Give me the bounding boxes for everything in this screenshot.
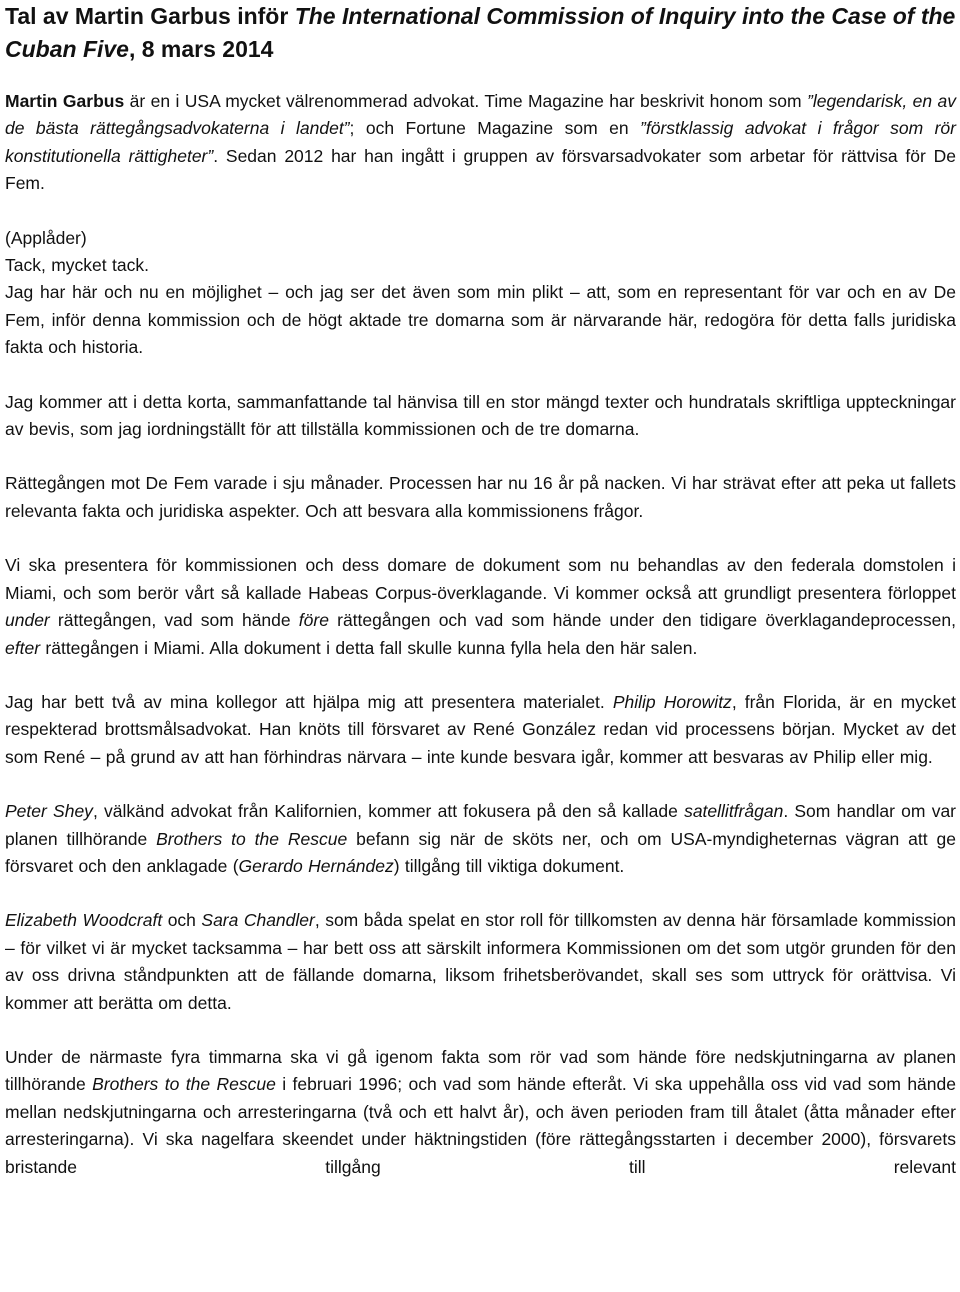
paragraph-4 xyxy=(5,552,956,662)
title-italic: The International Commission of Inquiry into the Case of the Cuban Five xyxy=(5,3,956,62)
p8-text-b: i februari 1996; och vad som hände efteråt. Vi ska uppehålla oss vid vad som hände mellan nedskjutningarna och arresteringarna (två och ett halvt år), och även perioden fram till åtalet (åtta månader efter arresteringarna). Vi ska nagelfara skeendet under häktningstiden (före rättegångsstarten i december 2000), försvarets bristande tillgång till relevant xyxy=(5,1074,956,1177)
spacer xyxy=(5,443,956,470)
spacer xyxy=(5,198,956,225)
p4-italic-1: under xyxy=(5,610,50,631)
p4-text-b: rättegången, vad som hände xyxy=(49,610,299,631)
paragraph-8 xyxy=(5,1044,956,1181)
intro-text-3: . Sedan 2012 har han ingått i gruppen av försvarsadvokater som arbetar för rättvisa för De Fem. xyxy=(5,145,957,194)
p5-text-a: Jag har bett två av mina kollegor att hjälpa mig att presentera materialet. xyxy=(5,691,613,712)
intro-quote-2: ”förstklassig advokat i frågor som rör konstitutionella rättigheter” xyxy=(5,118,956,166)
spacer xyxy=(5,525,956,552)
spacer xyxy=(5,1017,956,1044)
p4-text-c: rättegången och vad som hände under den tidigare överklagandeprocessen, xyxy=(328,610,957,631)
p6-text-a: , välkänd advokat från Kalifornien, kommer att fokusera på den så kallade xyxy=(92,801,685,822)
intro-paragraph xyxy=(5,88,956,198)
document-title xyxy=(5,0,956,66)
p7-italic-1: Elizabeth Woodcraft xyxy=(5,910,163,931)
paragraph-7 xyxy=(5,907,956,1017)
title-tail: , 8 mars 2014 xyxy=(128,36,274,62)
spacer xyxy=(5,771,956,798)
intro-text-1: är en i USA mycket välrenommerad advokat. Time Magazine har beskrivit honom som xyxy=(124,91,807,111)
p6-text-b: . Som handlar om var planen tillhörande xyxy=(5,801,957,849)
paragraph-6 xyxy=(5,798,956,880)
intro-text-2: ; och Fortune Magazine som en xyxy=(349,118,641,139)
p4-text-d: rättegången i Miami. Alla dokument i detta fall skulle kunna fylla hela den här salen. xyxy=(40,637,698,658)
p6-italic-2: satellitfrågan xyxy=(684,801,784,822)
p4-text-a: Vi ska presentera för kommissionen och dess domare de dokument som nu behandlas av den federala domstolen i Miami, och som berör vårt så kallade Habeas Corpus-överklagande. Vi kommer också att grundligt presentera förloppet xyxy=(5,555,956,603)
p8-text-a: Under de närmaste fyra timmarna ska vi gå igenom fakta som rör vad som hände före nedskjutningarna av planen tillhörande xyxy=(5,1046,956,1095)
paragraph-1: Jag har här och nu en möjlighet – och jag ser det även som min plikt – att, som en representant för var och en av De Fem, inför denna kommission och de högt aktade tre domarna som är närvarande här, redogöra för detta falls juridiska fakta och historia. xyxy=(5,282,956,358)
p7-text-b: , som båda spelat en stor roll för tillkomsten av denna här församlade kommission – för vilket vi är mycket tacksamma – har bett oss att särskilt informera Kommissionen om det som utgör grunden för den av oss drivna ståndpunkten att de fällande domarna, liksom frihetsberövandet, skall ses som uttryck för orättvisa. Vi kommer att berätta om detta. xyxy=(5,910,956,1013)
p6-italic-4: Gerardo Hernández xyxy=(238,855,394,876)
p5-italic-1: Philip Horowitz xyxy=(612,691,732,712)
p5-text-b: , från Florida, är en mycket respekterad brottsmålsadvokat. Han knöts till försvaret av René González redan vid processens början. Mycket av det som René – på grund av att han förhindras närvara – inte kunde besvara igår, kommer att besvaras av Philip eller mig. xyxy=(5,691,956,767)
p7-italic-2: Sara Chandler xyxy=(201,910,315,931)
p4-italic-2: före xyxy=(298,610,329,631)
spacer xyxy=(5,662,956,689)
p6-text-c: befann sig när de sköts ner, och om USA-myndigheternas vägran att ge försvaret och den anklagade ( xyxy=(5,828,956,876)
applause-line: (Applåder) xyxy=(5,227,87,248)
paragraph-5 xyxy=(5,689,956,771)
spacer xyxy=(5,880,956,907)
p6-italic-1: Peter Shey xyxy=(5,801,93,822)
p6-text-d: ) tillgång till viktiga dokument. xyxy=(393,855,625,876)
thanks-line: Tack, mycket tack. xyxy=(5,255,149,276)
paragraph-2: Jag kommer att i detta korta, sammanfattande tal hänvisa till en stor mängd texter och hundratals skriftliga uppteckningar av bevis, som jag iordningställt för att tillställa kommissionen och de tre domarna. xyxy=(5,391,956,440)
title-plain: Tal av Martin Garbus inför xyxy=(5,3,295,29)
p7-text-a: och xyxy=(162,910,202,931)
p8-italic-1: Brothers to the Rescue xyxy=(92,1074,276,1095)
p6-italic-3: Brothers to the Rescue xyxy=(156,828,348,849)
intro-quote-1: ”legendarisk, en av de bästa rättegångsadvokaterna i landet” xyxy=(5,91,956,139)
paragraph-3: Rättegången mot De Fem varade i sju månader. Processen har nu 16 år på nacken. Vi har strävat efter att peka ut fallets relevanta fakta och juridiska aspekter. Och att besvara alla kommissionens frågor. xyxy=(5,473,956,521)
p4-italic-3: efter xyxy=(5,637,41,658)
speaker-name: Martin Garbus xyxy=(5,91,125,111)
spacer xyxy=(5,362,956,389)
